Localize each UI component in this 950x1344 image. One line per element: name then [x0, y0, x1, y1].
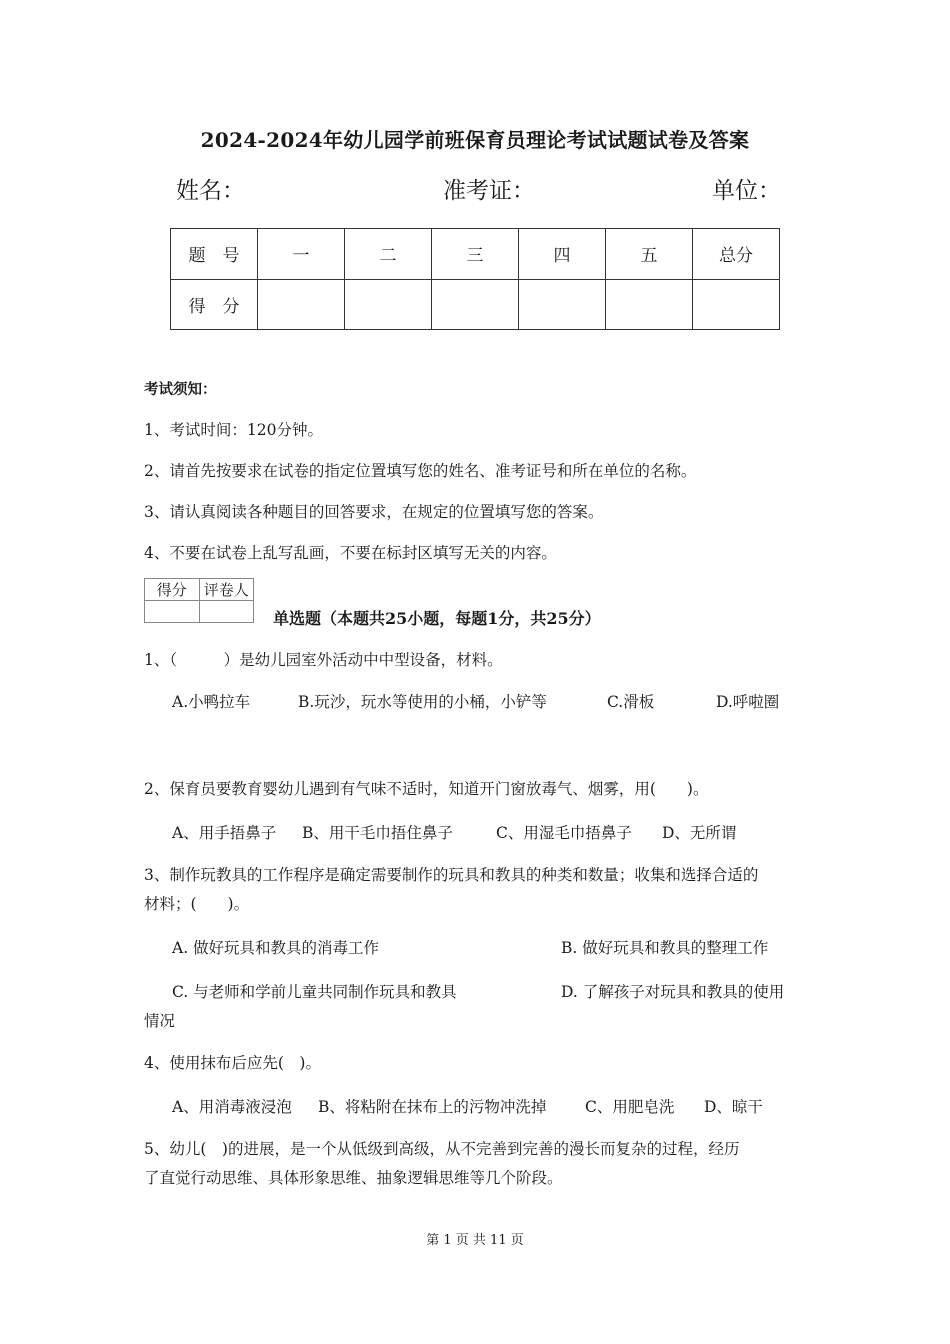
score-col-5: 五 [606, 229, 693, 280]
page-footer: 第 1 页 共 11 页 [426, 1233, 524, 1248]
grader-box [144, 578, 254, 623]
name-label: 姓名： [176, 178, 245, 204]
option-c: C、用湿毛巾捂鼻子 [496, 824, 632, 842]
notice-heading: 考试须知： [144, 381, 217, 398]
option-b: B、将粘附在抹布上的污物冲洗掉 [318, 1098, 547, 1116]
option-a: A.小鸭拉车 [172, 693, 251, 711]
score-cell[interactable] [432, 279, 519, 330]
notice-item: 4、不要在试卷上乱写乱画，不要在标封区填写无关的内容。 [144, 544, 557, 562]
unit-label: 单位： [712, 178, 781, 204]
question-stem: 2、保育员要教育婴幼儿遇到有气味不适时，知道开门窗放毒气、烟雾，用( )。 [144, 780, 709, 798]
question-stem-line-2: 了直觉行动思维、具体形象思维、抽象逻辑思维等几个阶段。 [144, 1169, 563, 1187]
option-a: A. 做好玩具和教具的消毒工作 [172, 939, 380, 957]
notice-item: 3、请认真阅读各种题目的回答要求，在规定的位置填写您的答案。 [144, 503, 604, 521]
score-table-score-row [171, 279, 780, 330]
score-cell[interactable] [258, 279, 345, 330]
option-a: A、用手捂鼻子 [172, 824, 277, 842]
grader-name-cell[interactable] [199, 601, 254, 623]
notice-item: 2、请首先按要求在试卷的指定位置填写您的姓名、准考证号和所在单位的名称。 [144, 462, 697, 480]
question-stem: 4、使用抹布后应先( )。 [144, 1054, 321, 1072]
score-col-1: 一 [258, 229, 345, 280]
score-cell[interactable] [345, 279, 432, 330]
option-b: B、用干毛巾捂住鼻子 [302, 824, 453, 842]
question-stem: 1、（ ）是幼儿园室外活动中中型设备，材料。 [144, 651, 503, 669]
question-stem-line-2: 材料；( )。 [144, 895, 250, 913]
score-cell[interactable] [693, 279, 780, 330]
question-stem-line-1: 3、制作玩教具的工作程序是确定需要制作的玩具和教具的种类和数量；收集和选择合适的 [144, 866, 759, 884]
score-col-total: 总分 [693, 229, 780, 280]
option-a: A、用消毒液浸泡 [172, 1098, 292, 1116]
grader-name-label: 评卷人 [199, 579, 254, 601]
option-b: B.玩沙，玩水等使用的小桶，小铲等 [298, 693, 547, 711]
option-c: C.滑板 [607, 693, 655, 711]
score-table-header-label: 题 号 [171, 229, 258, 280]
option-d: D.呼啦圈 [716, 693, 780, 711]
score-table [170, 228, 780, 330]
exam-id-label: 准考证： [443, 178, 535, 204]
score-table-header-row [171, 229, 780, 280]
score-row-label: 得 分 [171, 279, 258, 330]
option-b: B. 做好玩具和教具的整理工作 [561, 939, 769, 957]
score-cell[interactable] [606, 279, 693, 330]
page-title: 2024-2024年幼儿园学前班保育员理论考试试题试卷及答案 [200, 128, 750, 152]
score-col-2: 二 [345, 229, 432, 280]
score-col-3: 三 [432, 229, 519, 280]
question-stem-line-1: 5、幼儿( )的进展，是一个从低级到高级，从不完善到完善的漫长而复杂的过程，经历 [144, 1140, 740, 1158]
score-cell[interactable] [519, 279, 606, 330]
section-title: 单选题（本题共25小题，每题1分，共25分） [273, 609, 601, 628]
option-d: D、晾干 [704, 1098, 763, 1116]
option-d: D、无所谓 [662, 824, 737, 842]
option-d: D. 了解孩子对玩具和教具的使用 [561, 983, 785, 1001]
score-col-4: 四 [519, 229, 606, 280]
notice-item: 1、考试时间：120分钟。 [144, 421, 323, 439]
grader-score-cell[interactable] [145, 601, 200, 623]
option-c: C、用肥皂洗 [585, 1098, 675, 1116]
option-d-wrap: 情况 [144, 1012, 176, 1030]
option-c: C. 与老师和学前儿童共同制作玩具和教具 [172, 983, 457, 1001]
grader-score-label: 得分 [145, 579, 200, 601]
